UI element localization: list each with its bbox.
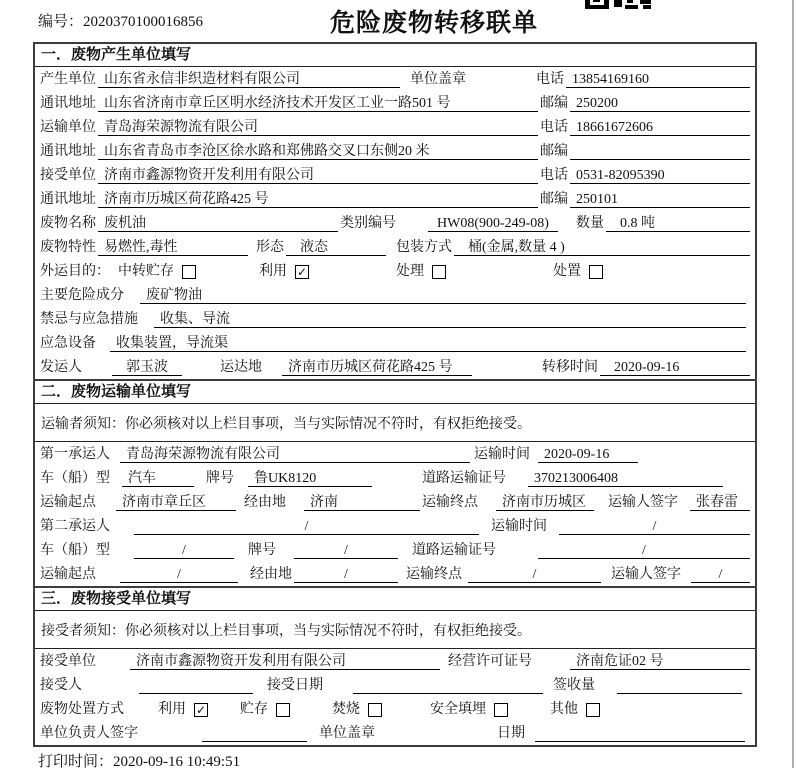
purpose-option-label: 中转贮存 [118, 264, 174, 279]
phone-label: 电话 [540, 168, 568, 183]
transporter-address-value: 山东省青岛市李沧区徐水路和郑佛路交叉口东侧20 米 [98, 143, 538, 160]
receiver-zip-value: 250101 [570, 191, 750, 208]
section-receiver-title: 三．废物接受单位填写 [35, 588, 755, 611]
phone-label: 电话 [540, 120, 568, 135]
waste-qty-label: 数量 [576, 216, 604, 231]
transporter-phone-value: 18661672606 [570, 119, 750, 136]
route-start-label: 运输起点 [40, 567, 96, 582]
qr-module [593, 0, 600, 2]
route-start-label: 运输起点 [40, 495, 96, 510]
receiver-unit-label: 接受单位 [40, 654, 96, 669]
qr-module [625, 5, 638, 9]
vehicle-type-label: 车（船）型 [40, 543, 110, 558]
plate-value: 鲁UK8120 [248, 470, 372, 487]
transport-time-value: 2020-09-16 [538, 446, 638, 463]
receiver-notice: 接受者须知：你必须核对以上栏目事项，当与实际情况不符时，有权拒绝接受。 [35, 611, 755, 649]
manifest-form [33, 42, 757, 747]
purpose-transfer-storage-checkbox [182, 265, 196, 279]
carrier2-label: 第二承运人 [40, 519, 110, 534]
print-time-value: 2020-09-16 10:49:51 [113, 754, 241, 770]
address-label: 通讯地址 [40, 192, 96, 207]
phone-label: 电话 [536, 72, 564, 87]
receiver-name-value: 济南市鑫源物资开发利用有限公司 [98, 167, 538, 184]
purpose-treat-checkbox [432, 265, 446, 279]
carrier1-value: 青岛海荣源物流有限公司 [120, 446, 470, 463]
disposal-option-label: 其他 [550, 702, 578, 717]
waste-form-label: 形态 [256, 240, 284, 255]
destination-value: 济南市历城区荷花路425 号 [282, 359, 472, 376]
qr-code-icon [585, 0, 651, 9]
page-edge-divider [792, 0, 794, 768]
carrier-sign-value: 张春雷 [690, 494, 750, 511]
route-start-value: / [120, 566, 238, 583]
route-via-value: 济南 [304, 494, 420, 511]
transporter-label: 运输单位 [40, 120, 96, 135]
road-license-value: / [538, 542, 750, 559]
responsible-sign-label: 单位负责人签字 [40, 726, 138, 741]
qr-module [643, 5, 651, 9]
section-producer-title: 一．废物产生单位填写 [35, 44, 755, 67]
route-via-label: 经由地 [250, 567, 292, 582]
purpose-row [35, 259, 755, 283]
destination-label: 运达地 [220, 360, 262, 375]
acceptor-label: 接受人 [40, 678, 82, 693]
purpose-label: 外运目的： [40, 264, 110, 279]
qr-module [627, 0, 633, 3]
producer-name-value: 山东省永信非织造材料有限公司 [98, 71, 400, 88]
vehicle-type-label: 车（船）型 [40, 471, 110, 486]
carrier1-label: 第一承运人 [40, 447, 110, 462]
print-time-label: 打印时间： [38, 754, 114, 770]
date-label: 日期 [497, 726, 525, 741]
operating-license-value: 济南危证02 号 [570, 653, 750, 670]
route-end-label: 运输终点 [422, 495, 478, 510]
waste-qty-value: 0.8 吨 [606, 215, 750, 232]
waste-traits-row [35, 235, 755, 259]
route-via-value: / [294, 566, 398, 583]
waste-name-label: 废物名称 [40, 216, 96, 231]
seal-label: 单位盖章 [410, 72, 466, 87]
received-qty-label: 签收量 [553, 678, 595, 693]
waste-form-value: 液态 [286, 239, 386, 256]
waste-traits-value: 易燃性,毒性 [98, 239, 248, 256]
address-label: 通讯地址 [40, 96, 96, 111]
plate-value: / [294, 542, 398, 559]
vehicle-type-value: / [134, 542, 234, 559]
disposal-option-label: 安全填埋 [430, 702, 486, 717]
responsible-sign-value [202, 725, 307, 742]
purpose-utilize-checkbox [295, 265, 309, 279]
road-license-label: 道路运输证号 [422, 471, 506, 486]
zip-label: 邮编 [540, 96, 568, 111]
transporter-name-value: 青岛海荣源物流有限公司 [98, 119, 538, 136]
plate-label: 牌号 [248, 543, 276, 558]
emergency-equipment-value: 收集装置，导流渠 [110, 335, 746, 352]
qr-module [640, 0, 651, 4]
section-transport-title: 二．废物运输单位填写 [35, 381, 755, 404]
waste-name-row [35, 211, 755, 235]
waste-traits-label: 废物特性 [40, 240, 96, 255]
page-title: 危险废物转移联单 [330, 10, 539, 37]
route1-row [35, 490, 755, 514]
purpose-option-label: 利用 [259, 264, 287, 279]
acceptance-row [35, 673, 755, 697]
transport-notice: 运输者须知：你必须核对以上栏目事项，当与实际情况不符时，有权拒绝接受。 [35, 404, 755, 442]
producer-address-row [35, 91, 755, 115]
producer-label: 产生单位 [40, 72, 96, 87]
accept-date-value [353, 677, 543, 694]
carrier1-row [35, 442, 755, 466]
section-producer [33, 42, 757, 381]
acceptor-value [139, 677, 253, 694]
emergency-equipment-label: 应急设备 [40, 336, 96, 351]
dispatcher-label: 发运人 [40, 360, 82, 375]
transporter-address-row [35, 139, 755, 163]
disposal-other-checkbox [586, 703, 600, 717]
operating-license-label: 经营许可证号 [448, 654, 532, 669]
disposal-option-label: 利用 [158, 702, 186, 717]
transport-time-value: / [559, 518, 750, 535]
address-label: 通讯地址 [40, 144, 96, 159]
producer-address-value: 山东省济南市章丘区明水经济技术开发区工业一路501 号 [98, 95, 538, 112]
hazard-row [35, 283, 755, 307]
route-via-label: 经由地 [244, 495, 286, 510]
waste-pack-label: 包装方式 [396, 240, 452, 255]
route-end-value: / [468, 566, 601, 583]
zip-label: 邮编 [540, 192, 568, 207]
disposal-incinerate-checkbox [368, 703, 382, 717]
accept-date-label: 接受日期 [267, 678, 323, 693]
receiver-address-row [35, 187, 755, 211]
plate-label: 牌号 [206, 471, 234, 486]
receiver-unit-value: 济南市鑫源物资开发利用有限公司 [130, 653, 440, 670]
hazard-value: 废矿物油 [140, 287, 746, 304]
disposal-row [35, 697, 755, 721]
serial-value: 2020370100016856 [83, 14, 204, 30]
receiver-unit-row [35, 649, 755, 673]
waste-code-value: HW08(900-249-08) [428, 215, 558, 232]
transporter-zip-value [570, 143, 750, 160]
disposal-label: 废物处置方式 [40, 702, 124, 717]
serial-number [38, 10, 203, 31]
serial-label: 编号： [38, 14, 84, 30]
transport-time-label: 运输时间 [474, 447, 530, 462]
purpose-option-label: 处理 [396, 264, 424, 279]
receiver-phone-value: 0531-82095390 [570, 167, 750, 184]
qr-module [604, 0, 609, 9]
qr-module [614, 0, 622, 7]
carrier2-value: / [134, 518, 479, 535]
disposal-landfill-checkbox [494, 703, 508, 717]
received-qty-value [617, 677, 742, 694]
transport-time-label: 运输时间 [491, 519, 547, 534]
check-icon: ✓ [296, 265, 308, 279]
check-icon: ✓ [195, 703, 207, 717]
carrier-sign-label: 运输人签字 [608, 495, 678, 510]
purpose-option-label: 处置 [553, 264, 581, 279]
route-end-label: 运输终点 [406, 567, 462, 582]
vehicle-type-value: 汽车 [122, 470, 194, 487]
emergency-measures-label: 禁忌与应急措施 [40, 312, 138, 327]
route-start-value: 济南市章丘区 [116, 494, 236, 511]
road-license-value: 370213006408 [528, 470, 723, 487]
road-license-label: 道路运输证号 [412, 543, 496, 558]
producer-row [35, 67, 755, 91]
vehicle1-row [35, 466, 755, 490]
signoff-row [35, 721, 755, 745]
dispatcher-value: 郭玉波 [112, 359, 182, 376]
producer-phone-value: 13854169160 [566, 71, 750, 88]
carrier-sign-label: 运输人签字 [611, 567, 681, 582]
date-value [535, 725, 745, 742]
carrier-sign-value: / [691, 566, 750, 583]
waste-name-value: 废机油 [98, 215, 338, 232]
producer-zip-value: 250200 [570, 95, 750, 112]
emergency-measures-value: 收集、导流 [154, 311, 746, 328]
waste-pack-value: 桶(金属,数量 4 ) [454, 239, 750, 256]
emergency-equipment-row [35, 331, 755, 355]
disposal-option-label: 焚烧 [332, 702, 360, 717]
receiver-label: 接受单位 [40, 168, 96, 183]
dispatch-row [35, 355, 755, 379]
waste-code-label: 类别编号 [340, 216, 396, 231]
route2-row [35, 562, 755, 586]
receiver-row [35, 163, 755, 187]
emergency-measures-row [35, 307, 755, 331]
purpose-dispose-checkbox [589, 265, 603, 279]
section-transport [33, 379, 757, 588]
zip-label: 邮编 [540, 144, 568, 159]
vehicle2-row [35, 538, 755, 562]
disposal-storage-checkbox [276, 703, 290, 717]
transfer-time-value: 2020-09-16 [600, 359, 750, 376]
route-end-value: 济南市历城区 [496, 494, 594, 511]
carrier2-row [35, 514, 755, 538]
section-receiver [33, 586, 757, 747]
transfer-time-label: 转移时间 [542, 360, 598, 375]
receiver-address-value: 济南市历城区荷花路425 号 [98, 191, 538, 208]
disposal-option-label: 贮存 [240, 702, 268, 717]
disposal-utilize-checkbox [194, 703, 208, 717]
transporter-row [35, 115, 755, 139]
unit-seal-label: 单位盖章 [319, 726, 375, 741]
hazard-label: 主要危险成分 [40, 288, 124, 303]
